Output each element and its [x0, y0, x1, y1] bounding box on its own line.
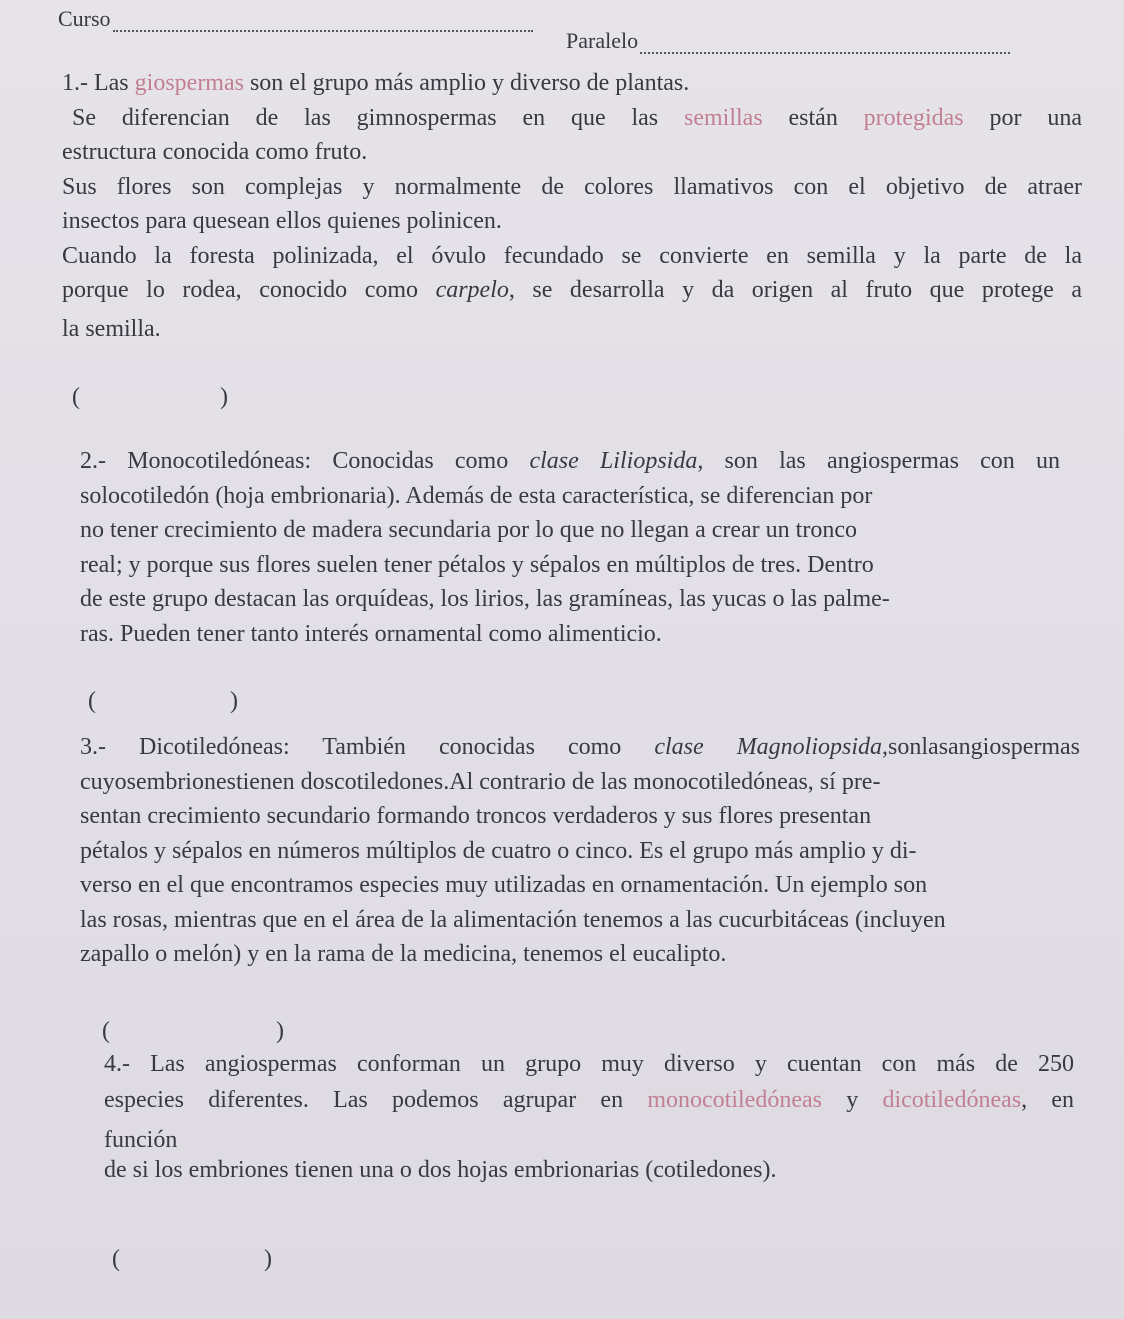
close-paren: ): [230, 688, 238, 714]
q1-line-6: Cuando la foresta polinizada, el óvulo fecundado se convierte en semilla y la parte de la: [62, 242, 1082, 269]
q2-line-4: real; y porque sus flores suelen tener pétalos y sépalos en múltiplos de tres. Dentro: [80, 551, 874, 578]
q4-line-4: de si los embriones tienen una o dos hojas embrionarias (cotiledones).: [104, 1157, 777, 1183]
q3-line-3: sentan crecimiento secundario formando troncos verdaderos y sus flores presentan: [80, 803, 872, 829]
q3-line-5: verso en el que encontramos especies muy utilizadas en ornamentación. Un ejemplo son: [80, 872, 928, 898]
highlight-dicotiledoneas: dicotiledóneas: [882, 1087, 1022, 1113]
highlight-monocotiledoneas: monocotiledóneas: [647, 1087, 822, 1113]
highlight-protegidas: protegidas: [863, 104, 964, 131]
q1-line-5: insectos para quesean ellos quienes polinicen.: [62, 208, 502, 234]
question-3: [80, 730, 1080, 972]
q4-line-2: especies diferentes. Las podemos agrupar en monocotiledóneas y dicotiledóneas, en: [104, 1087, 1075, 1113]
open-paren: (: [88, 688, 96, 714]
q1-line-1: 1.- Las giospermas son el grupo más amplio y diverso de plantas.: [62, 70, 690, 96]
q1-line-2: Se diferencian de las gimnospermas en que las semillas están protegidas por una: [72, 104, 1083, 131]
q1-line-4: Sus flores son complejas y normalmente de colores llamativos con el objetivo de atraer: [62, 173, 1082, 200]
close-paren: ): [220, 384, 228, 410]
q3-line-1: 3.- Dicotiledóneas: También conocidas como clase Magnoliopsida,sonlasangiospermas: [80, 734, 1080, 760]
q3-line-7: zapallo o melón) y en la rama de la medicina, tenemos el eucalipto.: [80, 941, 727, 967]
paralelo-label: Paralelo: [566, 28, 639, 53]
q2-line-1: 2.- Monocotiledóneas: Conocidas como clase Liliopsida, son las angiospermas con un: [80, 448, 1060, 474]
open-paren: (: [112, 1246, 120, 1272]
q4-line-3: función: [104, 1127, 178, 1153]
q1-line-8: la semilla.: [62, 315, 161, 342]
highlight-semillas: semillas: [684, 104, 763, 131]
curso-dotted-line[interactable]: [113, 16, 533, 32]
q3-line-4: pétalos y sépalos en números múltiplos de cuatro o cinco. Es el grupo más amplio y di-: [80, 837, 917, 864]
q1-line-7: porque lo rodea, conocido como carpelo, se desarrolla y da origen al fruto que protege a: [62, 277, 1082, 303]
q2-line-2: solocotiledón (hoja embrionaria). Además de esta característica, se diferencian por: [80, 482, 873, 509]
question-2: [80, 444, 1060, 651]
open-paren: (: [102, 1018, 110, 1044]
open-paren: (: [72, 384, 80, 410]
header: [58, 6, 1034, 53]
q3-line-2: cuyosembrionestienen doscotiledones.Al contrario de las monocotiledóneas, sí pre-: [80, 768, 881, 795]
q2-line-6: ras. Pueden tener tanto interés ornamental como alimenticio.: [80, 620, 662, 647]
paralelo-field[interactable]: [566, 28, 1010, 54]
question-1: [62, 66, 1082, 346]
close-paren: ): [276, 1018, 284, 1044]
q4-line-1: 4.- Las angiospermas conforman un grupo muy diverso y cuentan con más de 250: [104, 1051, 1074, 1077]
paralelo-dotted-line[interactable]: [640, 38, 1010, 54]
curso-label: Curso: [58, 6, 111, 31]
q2-line-5: de este grupo destacan las orquídeas, los lirios, las gramíneas, las yucas o las palme-: [80, 586, 890, 612]
curso-field[interactable]: [58, 6, 533, 32]
close-paren: ): [264, 1246, 272, 1272]
q2-line-3: no tener crecimiento de madera secundaria por lo que no llegan a crear un tronco: [80, 517, 857, 543]
highlight-giospermas: giospermas: [134, 70, 244, 96]
q1-line-3: estructura conocida como fruto.: [62, 139, 368, 165]
q3-line-6: las rosas, mientras que en el área de la alimentación tenemos a las cucurbitáceas (incluyen: [80, 906, 946, 933]
question-4: [104, 1046, 1074, 1188]
